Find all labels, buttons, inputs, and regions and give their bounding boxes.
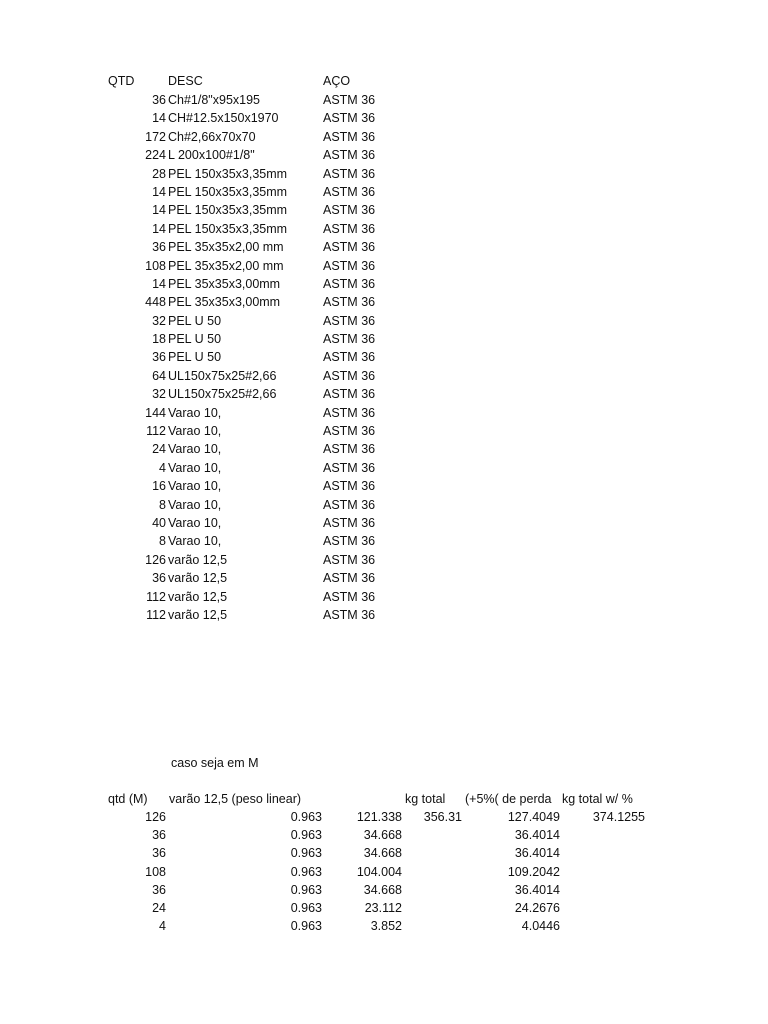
- kg-total-w-cell: 374.1255: [592, 810, 645, 824]
- qtd-cell: 24: [152, 442, 166, 457]
- qtd-cell: 224: [145, 148, 166, 163]
- table-row: [0, 808, 768, 826]
- table-row: [0, 532, 768, 550]
- desc-cell: Varao 10,: [168, 442, 222, 457]
- aco-cell: ASTM 36: [323, 442, 376, 457]
- table-row: [0, 477, 768, 495]
- aco-cell: ASTM 36: [323, 368, 376, 383]
- desc-cell: PEL U 50: [168, 313, 222, 328]
- table-row: [0, 496, 768, 514]
- table-row: [0, 165, 768, 183]
- table-row: [0, 606, 768, 624]
- header-desc: DESC: [168, 74, 203, 88]
- desc-cell: PEL 35x35x3,00mm: [168, 295, 281, 310]
- header-qtd-m: qtd (M): [108, 792, 148, 806]
- table-row: [0, 844, 768, 862]
- desc-cell: PEL 35x35x2,00 mm: [168, 258, 284, 273]
- desc-cell: UL150x75x25#2,66: [168, 368, 277, 383]
- desc-cell: PEL 150x35x3,35mm: [168, 203, 288, 218]
- table-row: [0, 881, 768, 899]
- header-peso-linear: varão 12,5 (peso linear): [169, 792, 302, 806]
- desc-cell: varão 12,5: [168, 571, 228, 586]
- aco-cell: ASTM 36: [323, 534, 376, 549]
- qtd-cell: 14: [152, 221, 166, 236]
- header-kg-total-w: kg total w/ %: [562, 792, 633, 806]
- peso-linear-cell: 0.963: [290, 882, 322, 897]
- qtd-m-cell: 4: [159, 919, 166, 934]
- table-row: [0, 312, 768, 330]
- qtd-cell: 18: [152, 332, 166, 347]
- aco-cell: ASTM 36: [323, 184, 376, 199]
- desc-cell: UL150x75x25#2,66: [168, 387, 277, 402]
- qtd-cell: 14: [152, 276, 166, 291]
- kg-sum-cell: 356.31: [423, 810, 462, 824]
- desc-cell: Ch#1/8"x95x195: [168, 93, 261, 107]
- kg-total-cell: 34.668: [363, 882, 402, 897]
- desc-cell: PEL U 50: [168, 350, 222, 365]
- aco-cell: ASTM 36: [323, 148, 376, 163]
- desc-cell: PEL U 50: [168, 332, 222, 347]
- desc-cell: Varao 10,: [168, 460, 222, 475]
- aco-cell: ASTM 36: [323, 129, 376, 144]
- qtd-m-cell: 108: [145, 864, 166, 879]
- aco-cell: ASTM 36: [323, 166, 376, 181]
- table-row: [0, 404, 768, 422]
- table-row: [0, 91, 768, 109]
- table-row: [0, 348, 768, 366]
- desc-cell: Varao 10,: [168, 405, 222, 420]
- aco-cell: ASTM 36: [323, 350, 376, 365]
- peso-linear-cell: 0.963: [290, 810, 322, 824]
- aco-cell: ASTM 36: [323, 497, 376, 512]
- desc-cell: Varao 10,: [168, 515, 222, 530]
- qtd-cell: 32: [152, 387, 166, 402]
- qtd-m-cell: 36: [152, 882, 166, 897]
- qtd-cell: 28: [152, 166, 166, 181]
- aco-cell: ASTM 36: [323, 515, 376, 530]
- perda-cell: 4.0446: [521, 919, 560, 934]
- table-row: [0, 863, 768, 881]
- unit-note: caso seja em M: [171, 756, 259, 770]
- peso-linear-cell: 0.963: [290, 846, 322, 861]
- peso-linear-cell: 0.963: [290, 828, 322, 843]
- table-row: [0, 551, 768, 569]
- qtd-m-cell: 36: [152, 846, 166, 861]
- perda-cell: 36.4014: [514, 828, 560, 843]
- weight-table: [0, 808, 768, 935]
- desc-cell: CH#12.5x150x1970: [168, 111, 279, 126]
- qtd-cell: 32: [152, 313, 166, 328]
- table-row: [0, 220, 768, 238]
- perda-cell: 24.2676: [514, 900, 560, 915]
- desc-cell: PEL 150x35x3,35mm: [168, 166, 288, 181]
- qtd-cell: 16: [152, 479, 166, 494]
- peso-linear-cell: 0.963: [290, 900, 322, 915]
- qtd-cell: 112: [146, 607, 166, 622]
- aco-cell: ASTM 36: [323, 332, 376, 347]
- aco-cell: ASTM 36: [323, 387, 376, 402]
- kg-total-cell: 34.668: [363, 828, 402, 843]
- desc-cell: PEL 150x35x3,35mm: [168, 184, 288, 199]
- aco-cell: ASTM 36: [323, 405, 376, 420]
- table-row: [0, 293, 768, 311]
- aco-cell: ASTM 36: [323, 221, 376, 236]
- desc-cell: PEL 150x35x3,35mm: [168, 221, 288, 236]
- qtd-cell: 36: [152, 240, 166, 255]
- perda-cell: 127.4049: [507, 810, 560, 824]
- aco-cell: ASTM 36: [323, 479, 376, 494]
- table-row: [0, 146, 768, 164]
- qtd-cell: 36: [152, 350, 166, 365]
- aco-cell: ASTM 36: [323, 607, 376, 622]
- qtd-cell: 14: [152, 184, 166, 199]
- qtd-cell: 40: [152, 515, 166, 530]
- qtd-m-cell: 126: [145, 810, 166, 824]
- table-row: [0, 385, 768, 403]
- table-row: [0, 330, 768, 348]
- table-row: [0, 367, 768, 385]
- qtd-cell: 8: [159, 497, 166, 512]
- desc-cell: PEL 35x35x3,00mm: [168, 276, 281, 291]
- aco-cell: ASTM 36: [323, 258, 376, 273]
- table-row: [0, 514, 768, 532]
- aco-cell: ASTM 36: [323, 276, 376, 291]
- desc-cell: varão 12,5: [168, 589, 228, 604]
- qtd-cell: 36: [152, 571, 166, 586]
- aco-cell: ASTM 36: [323, 571, 376, 586]
- desc-cell: PEL 35x35x2,00 mm: [168, 240, 284, 255]
- table-row: [0, 128, 768, 146]
- aco-cell: ASTM 36: [323, 111, 376, 126]
- table-row: [0, 459, 768, 477]
- qtd-cell: 14: [152, 203, 166, 218]
- qtd-cell: 112: [146, 424, 166, 439]
- aco-cell: ASTM 36: [323, 93, 376, 107]
- header-perda: (+5%( de perda: [465, 792, 552, 806]
- aco-cell: ASTM 36: [323, 295, 376, 310]
- table-row: [0, 109, 768, 127]
- table-row: [0, 440, 768, 458]
- desc-cell: varão 12,5: [168, 607, 228, 622]
- table-row: [0, 826, 768, 844]
- qtd-cell: 64: [152, 368, 166, 383]
- perda-cell: 36.4014: [514, 882, 560, 897]
- qtd-cell: 448: [145, 295, 166, 310]
- qtd-cell: 144: [145, 405, 166, 420]
- aco-cell: ASTM 36: [323, 460, 376, 475]
- header-kg-total: kg total: [405, 792, 446, 806]
- aco-cell: ASTM 36: [323, 589, 376, 604]
- desc-cell: Varao 10,: [168, 534, 222, 549]
- desc-cell: varão 12,5: [168, 552, 228, 567]
- qtd-cell: 14: [152, 111, 166, 126]
- table-row: [0, 569, 768, 587]
- table-row: [0, 257, 768, 275]
- qtd-cell: 112: [146, 589, 166, 604]
- table-row: [0, 899, 768, 917]
- qtd-cell: 126: [145, 552, 166, 567]
- header-qtd: QTD: [108, 74, 135, 88]
- peso-linear-cell: 0.963: [290, 864, 322, 879]
- qtd-cell: 8: [159, 534, 166, 549]
- table-row: [0, 201, 768, 219]
- header-aco: AÇO: [323, 74, 351, 88]
- qtd-m-cell: 24: [152, 900, 166, 915]
- perda-cell: 36.4014: [514, 846, 560, 861]
- aco-cell: ASTM 36: [323, 203, 376, 218]
- materials-table: [0, 91, 768, 624]
- aco-cell: ASTM 36: [323, 424, 376, 439]
- aco-cell: ASTM 36: [323, 552, 376, 567]
- desc-cell: L 200x100#1/8": [168, 148, 255, 163]
- desc-cell: Varao 10,: [168, 424, 222, 439]
- kg-total-cell: 34.668: [363, 846, 402, 861]
- table-row: [0, 917, 768, 935]
- perda-cell: 109.2042: [507, 864, 560, 879]
- table-row: [0, 275, 768, 293]
- desc-cell: Varao 10,: [168, 479, 222, 494]
- table-row: [0, 238, 768, 256]
- table-row: [0, 422, 768, 440]
- qtd-cell: 108: [145, 258, 166, 273]
- qtd-cell: 4: [159, 460, 166, 475]
- peso-linear-cell: 0.963: [290, 919, 322, 934]
- qtd-m-cell: 36: [152, 828, 166, 843]
- desc-cell: Ch#2,66x70x70: [168, 129, 256, 144]
- kg-total-cell: 121.338: [356, 810, 402, 824]
- kg-total-cell: 3.852: [370, 919, 402, 934]
- aco-cell: ASTM 36: [323, 313, 376, 328]
- table-row: [0, 183, 768, 201]
- qtd-cell: 36: [152, 93, 166, 107]
- desc-cell: Varao 10,: [168, 497, 222, 512]
- qtd-cell: 172: [145, 129, 166, 144]
- kg-total-cell: 23.112: [364, 900, 402, 915]
- kg-total-cell: 104.004: [356, 864, 402, 879]
- table-row: [0, 588, 768, 606]
- aco-cell: ASTM 36: [323, 240, 376, 255]
